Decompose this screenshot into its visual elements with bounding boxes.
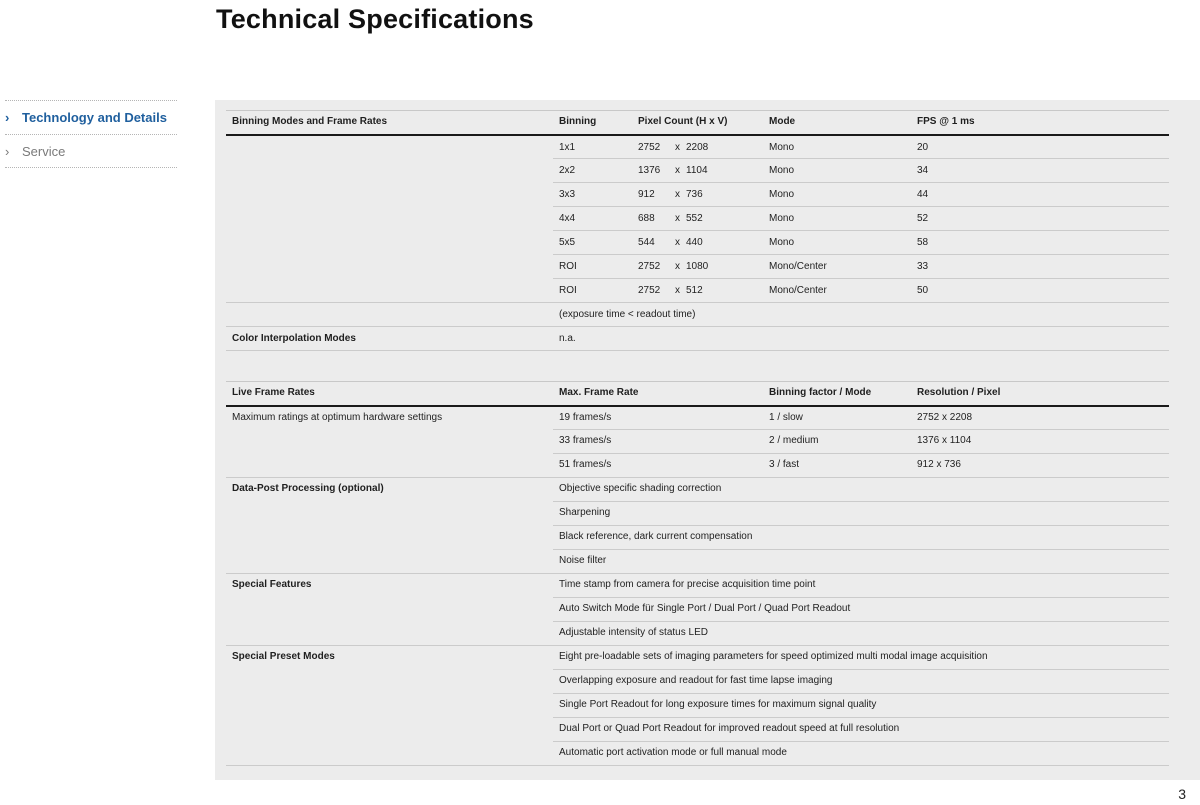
binning-cell: 5x5 bbox=[553, 231, 632, 255]
pixel-count-cell bbox=[632, 279, 763, 303]
chevron-right-icon: › bbox=[5, 143, 10, 159]
binning-cell: 4x4 bbox=[553, 207, 632, 231]
table-row bbox=[226, 550, 1169, 574]
preset-modes-label: Special Preset Modes bbox=[232, 651, 335, 662]
col-header-binning: Binning bbox=[553, 111, 632, 135]
table-row bbox=[226, 231, 1169, 255]
row-label-cell bbox=[226, 742, 553, 766]
pixel-count-x: x bbox=[675, 285, 680, 296]
table-row bbox=[226, 478, 1169, 502]
mode-cell: Mono bbox=[763, 135, 911, 159]
preset-modes-item: Single Port Readout for long exposure times for maximum signal quality bbox=[553, 694, 1169, 718]
special-features-rows bbox=[226, 574, 1169, 646]
page-title: Technical Specifications bbox=[216, 4, 534, 34]
pixel-count-v: 552 bbox=[686, 213, 703, 224]
pixel-count-h: 1376 bbox=[638, 165, 661, 176]
pixel-count-x: x bbox=[675, 261, 680, 272]
color-interpolation-value: n.a. bbox=[553, 327, 1169, 351]
page-number: 3 bbox=[1178, 786, 1186, 802]
live-row-label: Maximum ratings at optimum hardware settings bbox=[232, 411, 443, 423]
max-frame-rate-cell: 33 frames/s bbox=[553, 430, 763, 454]
fps-cell: 44 bbox=[911, 183, 1169, 207]
row-label-cell bbox=[226, 598, 553, 622]
resolution-cell: 2752 x 2208 bbox=[911, 406, 1169, 430]
post-processing-item: Noise filter bbox=[553, 550, 1169, 574]
mode-cell: Mono/Center bbox=[763, 279, 911, 303]
pixel-count-x: x bbox=[675, 213, 680, 224]
fps-cell: 58 bbox=[911, 231, 1169, 255]
post-processing-item: Black reference, dark current compensation bbox=[553, 526, 1169, 550]
table-row bbox=[226, 207, 1169, 231]
mode-cell: Mono bbox=[763, 183, 911, 207]
table-row bbox=[226, 406, 1169, 430]
row-label-cell bbox=[226, 255, 553, 279]
post-processing-item: Sharpening bbox=[553, 502, 1169, 526]
binning-cell: ROI bbox=[553, 255, 632, 279]
pixel-count-h: 2752 bbox=[638, 141, 661, 153]
row-label-cell bbox=[226, 670, 553, 694]
binning-cell: 1x1 bbox=[553, 135, 632, 159]
row-label-cell bbox=[226, 430, 553, 454]
binning-cell: 3x3 bbox=[553, 183, 632, 207]
sidebar-item-service[interactable] bbox=[5, 134, 177, 168]
col-header-mode: Mode bbox=[763, 111, 911, 135]
table-row bbox=[226, 135, 1169, 159]
pixel-count-cell bbox=[632, 207, 763, 231]
preset-modes-item: Overlapping exposure and readout for fast time lapse imaging bbox=[553, 670, 1169, 694]
table-row bbox=[226, 183, 1169, 207]
table-row bbox=[226, 622, 1169, 646]
table-row bbox=[226, 670, 1169, 694]
pixel-count-x: x bbox=[675, 237, 680, 248]
live-section-label: Live Frame Rates bbox=[226, 382, 553, 406]
pixel-count-x: x bbox=[675, 165, 680, 176]
binning-rows bbox=[226, 135, 1169, 303]
table-row bbox=[226, 430, 1169, 454]
mode-cell: Mono/Center bbox=[763, 255, 911, 279]
row-label-cell bbox=[226, 694, 553, 718]
table-row bbox=[226, 694, 1169, 718]
table-row bbox=[226, 502, 1169, 526]
pixel-count-cell bbox=[632, 159, 763, 183]
preset-modes-item: Dual Port or Quad Port Readout for improved readout speed at full resolution bbox=[553, 718, 1169, 742]
row-label-cell bbox=[226, 231, 553, 255]
max-frame-rate-cell: 19 frames/s bbox=[553, 406, 763, 430]
row-label-cell bbox=[226, 550, 553, 574]
special-features-item: Time stamp from camera for precise acquisition time point bbox=[553, 574, 1169, 598]
row-label-cell bbox=[226, 526, 553, 550]
post-processing-item: Objective specific shading correction bbox=[553, 478, 1169, 502]
max-frame-rate-cell: 51 frames/s bbox=[553, 454, 763, 478]
pixel-count-cell bbox=[632, 183, 763, 207]
color-interpolation-row bbox=[226, 327, 1169, 351]
live-header-row bbox=[226, 382, 1169, 406]
fps-cell: 34 bbox=[911, 159, 1169, 183]
special-features-item: Adjustable intensity of status LED bbox=[553, 622, 1169, 646]
spec-panel bbox=[215, 100, 1200, 780]
row-label-cell bbox=[226, 622, 553, 646]
sidebar-nav bbox=[5, 100, 177, 168]
preset-modes-item: Eight pre-loadable sets of imaging parameters for speed optimized multi modal image acquisition bbox=[553, 646, 1169, 670]
pixel-count-cell bbox=[632, 255, 763, 279]
table-row bbox=[226, 279, 1169, 303]
pixel-count-h: 544 bbox=[638, 237, 655, 248]
spec-table bbox=[226, 110, 1169, 766]
table-row bbox=[226, 646, 1169, 670]
pixel-count-cell bbox=[632, 135, 763, 159]
fps-cell: 52 bbox=[911, 207, 1169, 231]
col-header-fps: FPS @ 1 ms bbox=[911, 111, 1169, 135]
table-row bbox=[226, 718, 1169, 742]
preset-modes-rows bbox=[226, 646, 1169, 766]
table-row bbox=[226, 742, 1169, 766]
binning-section-label: Binning Modes and Frame Rates bbox=[226, 111, 553, 135]
binning-header-row bbox=[226, 111, 1169, 135]
binning-cell: ROI bbox=[553, 279, 632, 303]
table-row bbox=[226, 454, 1169, 478]
row-label-cell bbox=[226, 718, 553, 742]
chevron-right-icon: › bbox=[5, 110, 10, 125]
mode-cell: Mono bbox=[763, 207, 911, 231]
row-label-cell bbox=[226, 183, 553, 207]
pixel-count-v: 2208 bbox=[686, 141, 709, 153]
sidebar-item-label: Technology and Details bbox=[22, 110, 167, 125]
post-processing-rows bbox=[226, 478, 1169, 574]
binning-factor-cell: 1 / slow bbox=[763, 406, 911, 430]
post-processing-label: Data-Post Processing (optional) bbox=[232, 483, 384, 494]
row-label-cell bbox=[226, 279, 553, 303]
pixel-count-h: 2752 bbox=[638, 285, 661, 296]
col-header-pixel-count: Pixel Count (H x V) bbox=[632, 111, 763, 135]
fps-cell: 20 bbox=[911, 135, 1169, 159]
col-header-binning-factor: Binning factor / Mode bbox=[763, 382, 911, 406]
pixel-count-h: 688 bbox=[638, 213, 655, 224]
special-features-label: Special Features bbox=[232, 579, 312, 590]
pixel-count-v: 512 bbox=[686, 285, 703, 296]
row-label-cell bbox=[226, 502, 553, 526]
table-row bbox=[226, 255, 1169, 279]
pixel-count-h: 2752 bbox=[638, 261, 661, 272]
sidebar-item-technology-and-details[interactable] bbox=[5, 100, 177, 134]
table-row bbox=[226, 574, 1169, 598]
col-header-resolution: Resolution / Pixel bbox=[911, 382, 1169, 406]
resolution-cell: 1376 x 1104 bbox=[911, 430, 1169, 454]
preset-modes-item: Automatic port activation mode or full manual mode bbox=[553, 742, 1169, 766]
sidebar-item-label: Service bbox=[22, 143, 66, 159]
pixel-count-cell bbox=[632, 231, 763, 255]
col-header-max-frame-rate: Max. Frame Rate bbox=[553, 382, 763, 406]
row-label-cell bbox=[226, 207, 553, 231]
binning-note-row bbox=[226, 303, 1169, 327]
binning-factor-cell: 2 / medium bbox=[763, 430, 911, 454]
pixel-count-v: 1080 bbox=[686, 261, 709, 272]
pixel-count-h: 912 bbox=[638, 189, 655, 200]
special-features-item: Auto Switch Mode für Single Port / Dual Port / Quad Port Readout bbox=[553, 598, 1169, 622]
pixel-count-v: 1104 bbox=[686, 165, 708, 176]
fps-cell: 50 bbox=[911, 279, 1169, 303]
binning-factor-cell: 3 / fast bbox=[763, 454, 911, 478]
pixel-count-x: x bbox=[675, 141, 680, 153]
table-row bbox=[226, 159, 1169, 183]
row-label-cell bbox=[226, 159, 553, 183]
live-rows bbox=[226, 406, 1169, 478]
row-label-cell bbox=[226, 135, 553, 159]
mode-cell: Mono bbox=[763, 231, 911, 255]
row-label-cell bbox=[226, 454, 553, 478]
pixel-count-v: 440 bbox=[686, 237, 703, 248]
binning-cell: 2x2 bbox=[553, 159, 632, 183]
color-interpolation-label: Color Interpolation Modes bbox=[226, 327, 553, 351]
binning-note: (exposure time < readout time) bbox=[553, 303, 1169, 327]
resolution-cell: 912 x 736 bbox=[911, 454, 1169, 478]
mode-cell: Mono bbox=[763, 159, 911, 183]
table-row bbox=[226, 598, 1169, 622]
table-row bbox=[226, 526, 1169, 550]
fps-cell: 33 bbox=[911, 255, 1169, 279]
pixel-count-x: x bbox=[675, 189, 680, 200]
pixel-count-v: 736 bbox=[686, 189, 703, 200]
